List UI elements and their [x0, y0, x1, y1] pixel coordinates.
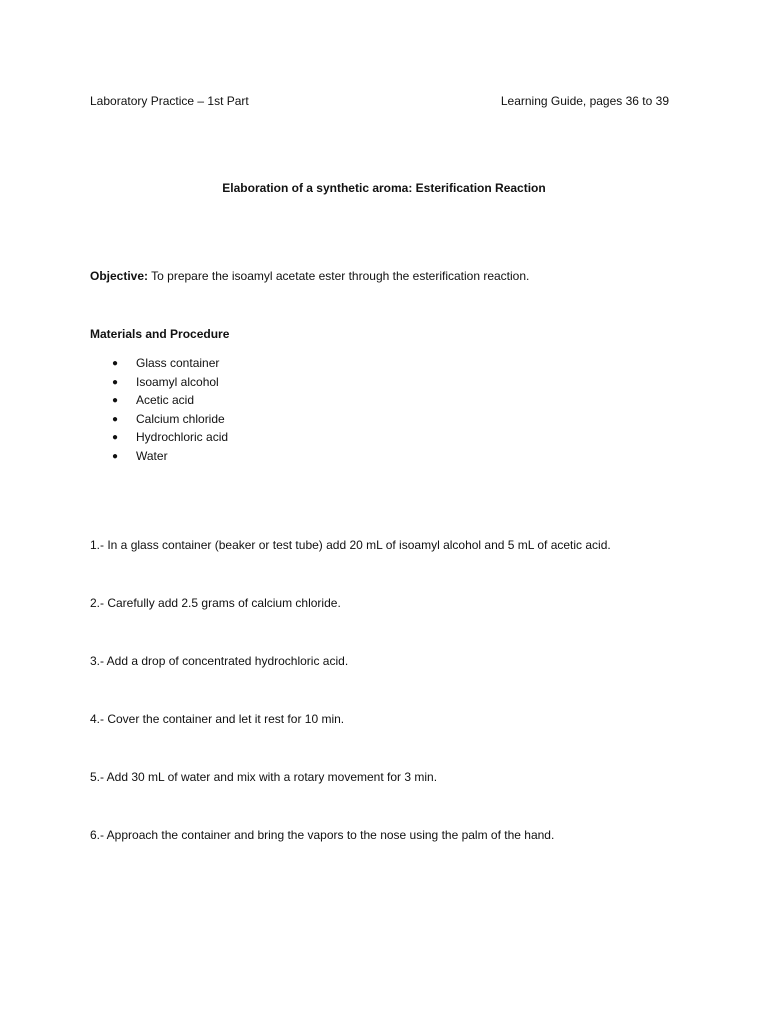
bullet-icon: ●	[112, 395, 119, 407]
material-label: Calcium chloride	[136, 411, 225, 426]
procedure-step: 4.- Cover the container and let it rest for 10 min.	[90, 712, 345, 726]
material-label: Hydrochloric acid	[136, 430, 229, 445]
objective-paragraph	[90, 269, 529, 283]
procedure-step: 1.- In a glass container (beaker or test tube) add 20 mL of isoamyl alcohol and 5 mL of acetic acid.	[90, 538, 611, 552]
materials-heading: Materials and Procedure	[90, 327, 230, 341]
procedure-step: 3.- Add a drop of concentrated hydrochloric acid.	[90, 654, 349, 668]
material-label: Glass container	[136, 356, 220, 370]
material-label: Isoamyl alcohol	[136, 374, 219, 389]
objective-label: Objective:	[90, 269, 149, 283]
procedure-steps	[90, 538, 611, 886]
bullet-icon: ●	[112, 358, 119, 369]
header-left: Laboratory Practice – 1st Part	[90, 94, 249, 108]
procedure-step: 2.- Carefully add 2.5 grams of calcium chloride.	[90, 596, 341, 610]
material-label: Acetic acid	[136, 393, 195, 408]
bullet-icon: ●	[112, 432, 119, 444]
bullet-icon: ●	[112, 450, 119, 462]
objective-text: To prepare the isoamyl acetate ester through the esterification reaction.	[151, 269, 530, 283]
header-right: Learning Guide, pages 36 to 39	[500, 94, 669, 108]
procedure-step: 6.- Approach the container and bring the vapors to the nose using the palm of the hand.	[90, 828, 555, 842]
material-label: Water	[136, 448, 168, 463]
document-title: Elaboration of a synthetic aroma: Esterification Reaction	[222, 181, 546, 195]
procedure-step: 5.- Add 30 mL of water and mix with a rotary movement for 3 min.	[90, 770, 438, 784]
bullet-icon: ●	[112, 376, 119, 388]
bullet-icon: ●	[112, 413, 119, 425]
